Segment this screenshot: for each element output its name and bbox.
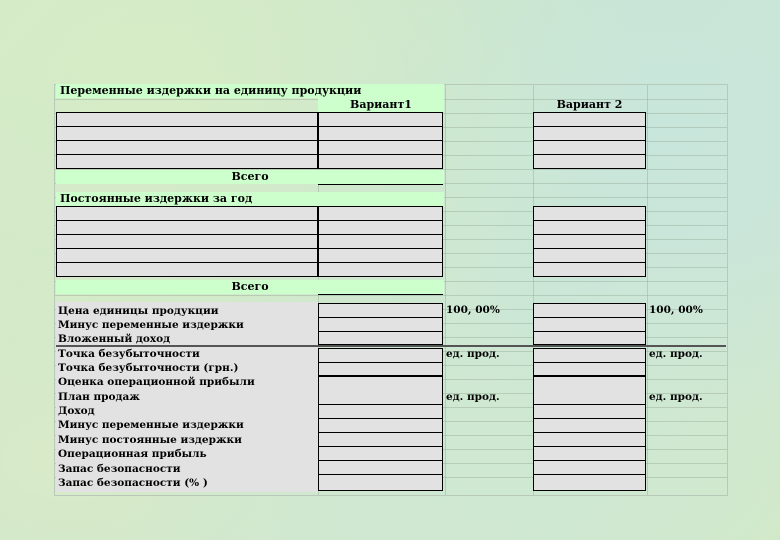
v2-plan-unit: ед. прод. bbox=[649, 391, 703, 403]
v2-minus-variable-2-cell[interactable] bbox=[533, 418, 646, 433]
v2-contribution-cell[interactable] bbox=[533, 331, 646, 345]
variable-cost-name-cell[interactable] bbox=[56, 126, 318, 141]
v1-revenue-cell[interactable] bbox=[318, 404, 443, 419]
v2-breakeven-uah-cell[interactable] bbox=[533, 362, 646, 376]
fixed-cost-name-cell[interactable] bbox=[56, 234, 318, 249]
v2-minus-fixed-cell[interactable] bbox=[533, 432, 646, 447]
v1-minus-variable-cell[interactable] bbox=[318, 317, 443, 332]
v1-breakeven-unit: ед. прод. bbox=[446, 348, 500, 360]
row-revenue-label: Доход bbox=[58, 405, 95, 417]
variable-cost-v1-cell[interactable] bbox=[318, 126, 443, 141]
v1-safety-margin-pct-cell[interactable] bbox=[318, 474, 443, 491]
fixed-cost-v1-cell[interactable] bbox=[318, 248, 443, 263]
variable-total-underline bbox=[318, 184, 443, 185]
fixed-cost-v2-cell[interactable] bbox=[533, 234, 646, 249]
row-sales-plan-label: План продаж bbox=[58, 391, 140, 403]
v1-contribution-cell[interactable] bbox=[318, 331, 443, 345]
v1-breakeven-uah-cell[interactable] bbox=[318, 362, 443, 376]
v1-price-cell[interactable] bbox=[318, 303, 443, 318]
v1-sales-plan-cell[interactable] bbox=[318, 376, 443, 405]
v2-revenue-cell[interactable] bbox=[533, 404, 646, 419]
v1-operating-profit-cell[interactable] bbox=[318, 446, 443, 461]
v2-price-percent: 100, 00% bbox=[649, 304, 703, 316]
variable-cost-v2-cell[interactable] bbox=[533, 112, 646, 127]
fixed-cost-v1-cell[interactable] bbox=[318, 206, 443, 221]
row-safety-margin-pct-label: Запас безопасности (% ) bbox=[58, 477, 208, 489]
fixed-cost-v2-cell[interactable] bbox=[533, 262, 646, 277]
v2-breakeven-cell[interactable] bbox=[533, 348, 646, 363]
fixed-cost-v2-cell[interactable] bbox=[533, 248, 646, 263]
v1-plan-unit: ед. прод. bbox=[446, 391, 500, 403]
fixed-cost-v2-cell[interactable] bbox=[533, 206, 646, 221]
v2-breakeven-unit: ед. прод. bbox=[649, 348, 703, 360]
variable-costs-title: Переменные издержки на единицу продукции bbox=[56, 84, 444, 98]
fixed-costs-title: Постоянные издержки за год bbox=[56, 192, 444, 206]
variable-costs-total: Всего bbox=[56, 170, 444, 184]
fixed-cost-v1-cell[interactable] bbox=[318, 234, 443, 249]
row-safety-margin-label: Запас безопасности bbox=[58, 463, 181, 475]
fixed-cost-v1-cell[interactable] bbox=[318, 262, 443, 277]
fixed-costs-total: Всего bbox=[56, 280, 444, 294]
variant1-header: Вариант1 bbox=[318, 98, 444, 112]
v1-price-percent: 100, 00% bbox=[446, 304, 500, 316]
variable-cost-v1-cell[interactable] bbox=[318, 112, 443, 127]
variable-cost-v2-cell[interactable] bbox=[533, 126, 646, 141]
v2-sales-plan-cell[interactable] bbox=[533, 376, 646, 405]
variable-cost-v2-cell[interactable] bbox=[533, 154, 646, 169]
fixed-total-underline bbox=[318, 294, 443, 295]
row-price-label: Цена единицы продукции bbox=[58, 305, 219, 317]
variable-cost-name-cell[interactable] bbox=[56, 112, 318, 127]
fixed-cost-name-cell[interactable] bbox=[56, 248, 318, 263]
row-minus-fixed-label: Минус постоянные издержки bbox=[58, 434, 242, 446]
fixed-cost-v1-cell[interactable] bbox=[318, 220, 443, 235]
v2-price-cell[interactable] bbox=[533, 303, 646, 318]
v1-safety-margin-cell[interactable] bbox=[318, 460, 443, 475]
row-operating-profit-label: Операционная прибыль bbox=[58, 448, 207, 460]
variable-cost-v1-cell[interactable] bbox=[318, 140, 443, 155]
variable-cost-v2-cell[interactable] bbox=[533, 140, 646, 155]
v1-minus-fixed-cell[interactable] bbox=[318, 432, 443, 447]
v2-minus-variable-cell[interactable] bbox=[533, 317, 646, 332]
row-breakeven-label: Точка безубыточности bbox=[58, 348, 200, 360]
row-minus-variable-label: Минус переменные издержки bbox=[58, 319, 244, 331]
v1-minus-variable-2-cell[interactable] bbox=[318, 418, 443, 433]
row-operating-profit-estimate-label: Оценка операционной прибыли bbox=[58, 376, 255, 388]
section-separator bbox=[56, 345, 726, 347]
row-minus-variable-2-label: Минус переменные издержки bbox=[58, 419, 244, 431]
row-contribution-label: Вложенный доход bbox=[58, 333, 171, 345]
fixed-cost-name-cell[interactable] bbox=[56, 220, 318, 235]
variant2-header: Вариант 2 bbox=[556, 98, 623, 111]
fixed-cost-v2-cell[interactable] bbox=[533, 220, 646, 235]
v2-safety-margin-cell[interactable] bbox=[533, 460, 646, 475]
variable-cost-v1-cell[interactable] bbox=[318, 154, 443, 169]
v1-breakeven-cell[interactable] bbox=[318, 348, 443, 363]
variable-cost-name-cell[interactable] bbox=[56, 154, 318, 169]
variable-cost-name-cell[interactable] bbox=[56, 140, 318, 155]
v2-operating-profit-cell[interactable] bbox=[533, 446, 646, 461]
fixed-cost-name-cell[interactable] bbox=[56, 206, 318, 221]
fixed-cost-name-cell[interactable] bbox=[56, 262, 318, 277]
row-breakeven-uah-label: Точка безубыточности (грн.) bbox=[58, 362, 239, 374]
v2-safety-margin-pct-cell[interactable] bbox=[533, 474, 646, 491]
